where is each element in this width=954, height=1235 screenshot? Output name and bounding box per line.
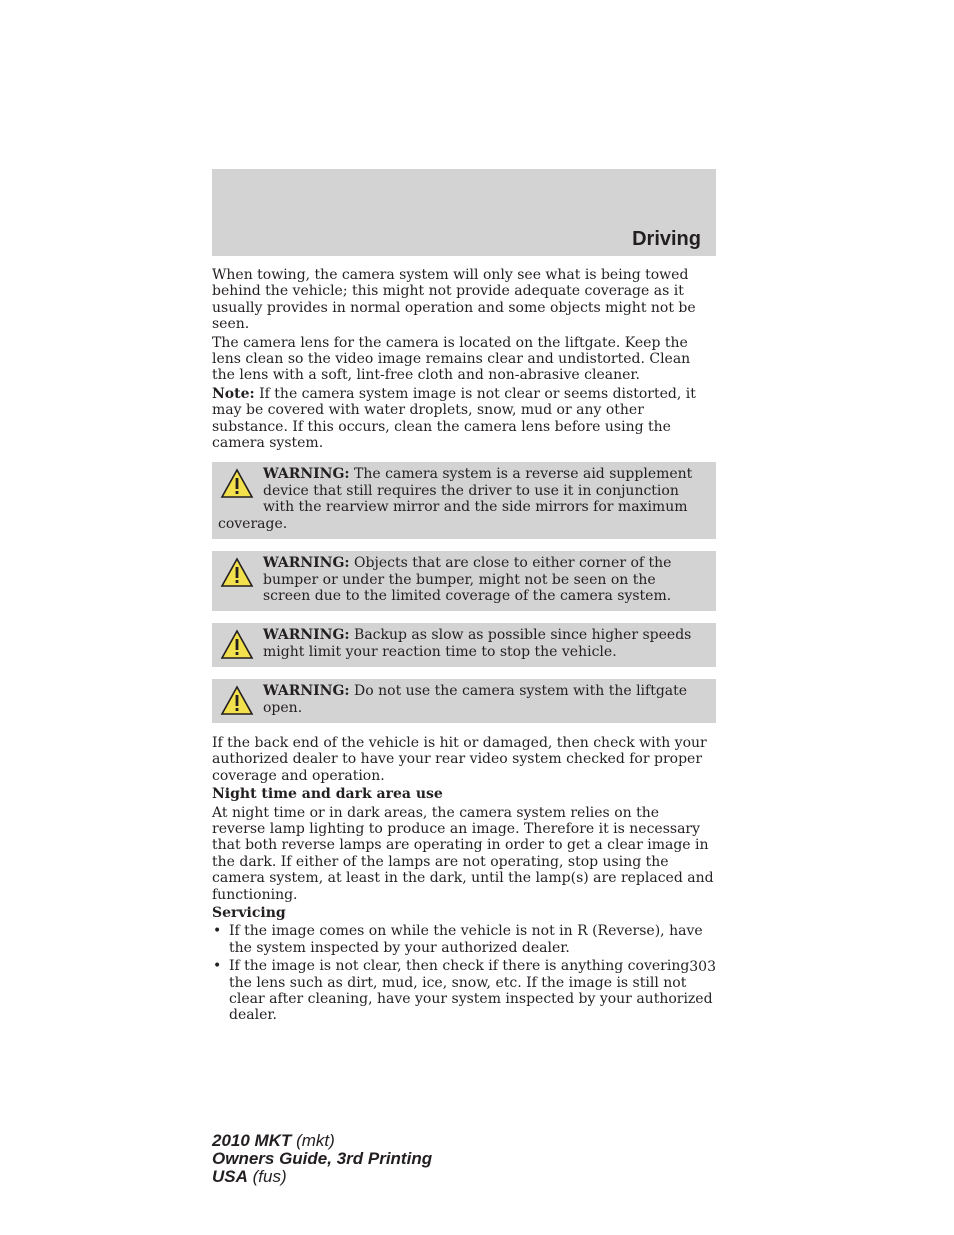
warning-text-1 — [218, 466, 704, 532]
warning-text-4 — [218, 683, 704, 716]
list-item — [212, 923, 716, 956]
page-content — [212, 267, 716, 1026]
lens-location-paragraph: The camera lens for the camera is located on the liftgate. Keep the lens clean so the video image remains clear and undistorted. Clean the lens with a soft, lint-free cloth and non-abrasive cleaner. — [212, 334, 691, 384]
footer-line-3 — [212, 1168, 432, 1186]
bullet-icon: • — [213, 923, 222, 940]
list-item-text: If the image comes on while the vehicle is not in R (Reverse), have the system inspected by your authorized dealer. — [229, 923, 703, 956]
section-title: Driving — [632, 228, 701, 250]
warning-body: Objects that are close to either corner of the bumper or under the bumper, might not be seen on the screen due to the limited coverage of the camera system. — [263, 555, 672, 604]
bullet-icon: • — [213, 958, 222, 975]
footer — [212, 1132, 432, 1186]
damage-paragraph: If the back end of the vehicle is hit or damaged, then check with your authorized dealer to have your rear video system checked for proper coverage and operation. — [212, 734, 707, 784]
night-heading: Night time and dark area use — [212, 786, 443, 803]
warning-triangle-icon — [220, 468, 254, 500]
warning-triangle-icon — [220, 685, 254, 717]
note-paragraph — [212, 386, 716, 452]
warning-label: WARNING: — [263, 555, 350, 572]
note-label: Note: — [212, 385, 255, 402]
footer-market-code: (fus) — [247, 1167, 287, 1186]
towing-paragraph: When towing, the camera system will only see what is being towed behind the vehicle; this might not provide adequate coverage as it usually provides in normal operation and some objects might not be seen. — [212, 267, 696, 333]
footer-model: 2010 MKT — [212, 1131, 292, 1150]
warning-label: WARNING: — [263, 683, 350, 700]
warning-text-2 — [218, 555, 704, 604]
warning-body: Do not use the camera system with the liftgate open. — [263, 683, 688, 716]
warning-box-1 — [212, 462, 716, 539]
warning-triangle-icon — [220, 557, 254, 589]
footer-market: USA — [212, 1167, 248, 1186]
warning-box-2 — [212, 551, 716, 611]
note-text: If the camera system image is not clear or seems distorted, it may be covered with water droplets, snow, mud or any other substance. If this occurs, clean the camera lens before using the camera system. — [212, 385, 696, 452]
footer-line-1 — [212, 1132, 432, 1150]
warning-triangle-icon — [220, 629, 254, 661]
footer-model-code: (mkt) — [291, 1131, 335, 1150]
warning-label: WARNING: — [263, 466, 350, 483]
warning-body: Backup as slow as possible since higher speeds might limit your reaction time to stop the vehicle. — [263, 627, 692, 660]
list-item-text: If the image is not clear, then check if there is anything covering the lens such as dirt, mud, ice, snow, etc. If the image is still not clear after cleaning, have your system inspected by your authorized dealer. — [229, 958, 713, 1024]
warning-box-4 — [212, 679, 716, 723]
footer-line-2: Owners Guide, 3rd Printing — [212, 1149, 433, 1168]
warning-text-3 — [218, 627, 704, 660]
warning-box-3 — [212, 623, 716, 667]
night-paragraph: At night time or in dark areas, the camera system relies on the reverse lamp lighting to produce an image. Therefore it is necessary that both reverse lamps are operating in order to get a clear image in the dark. If either of the lamps are not operating, stop using the camera system, at least in the dark, until the lamp(s) are replaced and functioning. — [212, 804, 714, 903]
warning-label: WARNING: — [263, 627, 350, 644]
warning-body: The camera system is a reverse aid supplement device that still requires the driver to use it in conjunction with the rearview mirror and the side mirrors for maximum coverage. — [218, 466, 693, 532]
servicing-heading: Servicing — [212, 905, 286, 921]
page-number: 303 — [689, 959, 716, 975]
section-header-band — [212, 169, 716, 256]
